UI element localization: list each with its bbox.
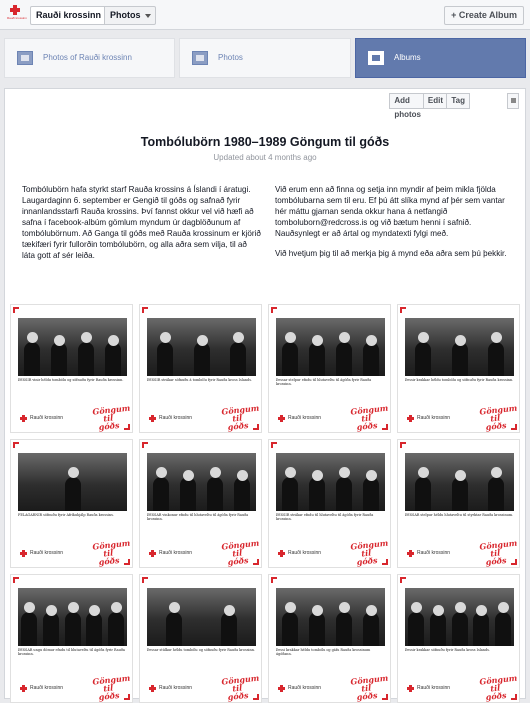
person-figure: [86, 612, 102, 646]
person-face: [237, 470, 248, 481]
photo-stack-icon: [192, 51, 208, 65]
person-figure: [430, 612, 446, 646]
person-figure: [43, 612, 59, 646]
newspaper-photo: [276, 588, 385, 646]
album-photo[interactable]: [139, 304, 262, 433]
photo-caption: ÞESSAR ungu dömur efndu til hlutaveltu til ágóða fyrir Rauða krossinn.: [18, 648, 125, 657]
person-figure: [108, 612, 124, 646]
brand-label: Rauði krossinn: [288, 415, 322, 421]
person-figure: [282, 342, 298, 376]
gongum-til-gods-stamp: Göngum til góðs: [91, 672, 131, 703]
person-face: [366, 470, 377, 481]
person-face: [285, 602, 296, 613]
red-cross-icon: [20, 550, 27, 557]
brand-label: Rauði krossinn: [30, 415, 64, 421]
person-figure: [408, 612, 424, 646]
brand-label: Rauði krossinn: [30, 550, 64, 556]
person-face: [27, 332, 38, 343]
section-dropdown[interactable]: [104, 6, 156, 25]
brand-label: Rauði krossinn: [417, 550, 451, 556]
brand-label: Rauði krossinn: [30, 685, 64, 691]
tab-photos[interactable]: [179, 38, 351, 78]
red-cross-icon: [20, 415, 27, 422]
page-name-link[interactable]: Rauði krossinn: [30, 6, 107, 25]
person-figure: [51, 342, 67, 376]
corner-accent: [511, 694, 517, 700]
album-icon: [368, 51, 384, 65]
photo-tabs: [0, 38, 530, 78]
person-face: [233, 332, 244, 343]
newspaper-photo: [18, 453, 127, 511]
newspaper-photo: [276, 453, 385, 511]
person-face: [46, 605, 57, 616]
person-figure: [415, 342, 431, 376]
red-cross-icon: [407, 550, 414, 557]
album-panel: [4, 88, 526, 703]
album-photo[interactable]: [268, 304, 391, 433]
tab-label: Albums: [394, 53, 421, 62]
gongum-til-gods-stamp: Göngum til góðs: [478, 537, 518, 568]
person-figure: [488, 342, 504, 376]
person-face: [312, 335, 323, 346]
photo-stack-icon: [17, 51, 33, 65]
person-face: [285, 467, 296, 478]
add-photos-button[interactable]: Add photos: [389, 93, 426, 109]
corner-accent: [253, 424, 259, 430]
person-figure: [234, 477, 250, 511]
corner-accent: [124, 694, 130, 700]
album-photo[interactable]: [268, 574, 391, 703]
gongum-til-gods-stamp: Göngum til góðs: [349, 672, 389, 703]
person-face: [285, 332, 296, 343]
person-face: [339, 467, 350, 478]
person-figure: [473, 612, 489, 646]
person-face: [54, 335, 65, 346]
person-figure: [495, 612, 511, 646]
person-figure: [157, 342, 173, 376]
corner-accent: [13, 577, 19, 583]
person-face: [433, 605, 444, 616]
album-photo[interactable]: [10, 439, 133, 568]
photo-caption: Þessir krakkar héldu tombólu og söfnuðu fyrir Rauða krossinn.: [405, 378, 514, 382]
album-photo[interactable]: [397, 574, 520, 703]
corner-accent: [142, 307, 148, 313]
person-face: [476, 605, 487, 616]
person-figure: [194, 342, 210, 376]
red-cross-icon: [149, 685, 156, 692]
person-figure: [309, 342, 325, 376]
person-figure: [78, 342, 94, 376]
person-face: [455, 470, 466, 481]
person-face: [418, 467, 429, 478]
gongum-til-gods-stamp: Göngum til góðs: [478, 672, 518, 703]
corner-accent: [271, 442, 277, 448]
corner-accent: [271, 307, 277, 313]
person-figure: [309, 477, 325, 511]
gongum-til-gods-stamp: Göngum til góðs: [91, 402, 131, 433]
corner-accent: [124, 559, 130, 565]
red-cross-icon: [149, 550, 156, 557]
red-cross-icon: [10, 5, 20, 15]
photo-caption: ÞESSAR vinkonur efndu til hlutaveltu til ágóða fyrir Rauða krossinn.: [147, 513, 249, 522]
logo-text: Rauði krossinn: [7, 16, 27, 20]
brand-label: Rauði krossinn: [159, 685, 193, 691]
tab-albums[interactable]: [355, 38, 526, 78]
corner-accent: [271, 577, 277, 583]
person-face: [224, 605, 235, 616]
person-figure: [452, 477, 468, 511]
corner-accent: [511, 559, 517, 565]
person-figure: [180, 477, 196, 511]
newspaper-photo: [18, 318, 127, 376]
person-face: [68, 467, 79, 478]
person-figure: [452, 342, 468, 376]
photo-caption: FÉLAGARNIR söfnuðu fyrir Afríkuhjálp Rauða krossins.: [18, 513, 114, 517]
person-face: [24, 602, 35, 613]
tab-photos-of[interactable]: [4, 38, 175, 78]
person-figure: [24, 342, 40, 376]
person-face: [111, 602, 122, 613]
red-cross-icon: [278, 550, 285, 557]
newspaper-photo: [405, 588, 514, 646]
corner-accent: [142, 577, 148, 583]
corner-accent: [253, 694, 259, 700]
newspaper-photo: [147, 453, 256, 511]
corner-accent: [400, 307, 406, 313]
corner-accent: [13, 442, 19, 448]
photo-caption: Þessar stelpur efndu til hlutaveltu til ágóða fyrir Rauða krossinn.: [276, 378, 372, 387]
red-cross-logo[interactable]: [7, 5, 27, 23]
brand-label: Rauði krossinn: [159, 415, 193, 421]
photo-caption: Þessir krakkar söfnuðu fyrir Rauða kross Íslands.: [405, 648, 490, 652]
person-face: [418, 332, 429, 343]
corner-accent: [142, 442, 148, 448]
person-face: [197, 335, 208, 346]
person-face: [491, 467, 502, 478]
person-face: [339, 332, 350, 343]
corner-accent: [124, 424, 130, 430]
brand-label: Rauði krossinn: [288, 550, 322, 556]
newspaper-photo: [147, 318, 256, 376]
person-figure: [336, 342, 352, 376]
person-figure: [363, 342, 379, 376]
person-figure: [309, 612, 325, 646]
person-face: [366, 335, 377, 346]
gongum-til-gods-stamp: Göngum til góðs: [349, 537, 389, 568]
brand-label: Rauði krossinn: [417, 685, 451, 691]
description-paragraph: Tombólubörn hafa styrkt starf Rauða krossins á Íslandi í áratugi. Laugardaginn 6. september er Gengið til góðs og safnað fyrir innanlandsstarfi Rauða krossins. Því fannst okkur vel við hæfi að safna í facebook-albúm gömlum myndum úr dagblöðunum af tombólubörnum. Að Ganga til góðs með Rauða krossinum er kjörið tækifæri fyrir fullorðin tombólubörn, og alla aðra sem vilja, til að láta gott af sér leiða.: [22, 185, 261, 260]
brand-label: Rauði krossinn: [417, 415, 451, 421]
corner-accent: [382, 559, 388, 565]
person-figure: [415, 477, 431, 511]
person-face: [312, 470, 323, 481]
person-figure: [363, 477, 379, 511]
corner-accent: [13, 307, 19, 313]
newspaper-photo: [405, 453, 514, 511]
section-label: Photos: [110, 10, 141, 20]
gongum-til-gods-stamp: Göngum til góðs: [349, 402, 389, 433]
person-figure: [21, 612, 37, 646]
photo-caption: ÞESSAR stelpur héldu hlutaveltu til styrktar Rauða krossinum.: [405, 513, 514, 517]
create-album-button[interactable]: + Create Album: [444, 6, 524, 25]
person-figure: [166, 612, 182, 646]
album-photo[interactable]: [397, 304, 520, 433]
top-bar: [0, 0, 530, 30]
person-figure: [282, 612, 298, 646]
tab-label: Photos of Rauði krossinn: [43, 53, 132, 62]
album-title: Tombólubörn 1980–1989 Göngum til góðs: [140, 135, 390, 149]
newspaper-photo: [147, 588, 256, 646]
red-cross-icon: [278, 685, 285, 692]
person-face: [455, 335, 466, 346]
gongum-til-gods-stamp: Göngum til góðs: [478, 402, 518, 433]
person-face: [160, 332, 171, 343]
gongum-til-gods-stamp: Göngum til góðs: [220, 402, 260, 433]
person-figure: [105, 342, 121, 376]
photo-caption: Þessi krakkar héldu tombólu og gáfu Rauða krossinum ágóðann.: [276, 648, 371, 657]
person-face: [366, 605, 377, 616]
album-photo[interactable]: [139, 574, 262, 703]
more-options-icon[interactable]: [507, 93, 519, 109]
red-cross-icon: [149, 415, 156, 422]
corner-accent: [400, 577, 406, 583]
newspaper-photo: [405, 318, 514, 376]
photo-caption: Þessar stúlkur héldu tombólu og söfnuðu fyrir Rauða krossinn.: [147, 648, 255, 652]
tab-label: Photos: [218, 53, 243, 62]
person-figure: [153, 477, 169, 511]
brand-label: Rauði krossinn: [288, 685, 322, 691]
gongum-til-gods-stamp: Göngum til góðs: [220, 537, 260, 568]
album-photo[interactable]: [268, 439, 391, 568]
person-face: [455, 602, 466, 613]
person-figure: [282, 477, 298, 511]
newspaper-photo: [276, 318, 385, 376]
person-face: [498, 602, 509, 613]
person-figure: [65, 477, 81, 511]
gongum-til-gods-stamp: Göngum til góðs: [91, 537, 131, 568]
newspaper-photo: [18, 588, 127, 646]
album-description-right: [275, 184, 513, 268]
album-description-left: [22, 184, 262, 270]
tag-button[interactable]: Tag: [446, 93, 470, 109]
person-face: [169, 602, 180, 613]
edit-button[interactable]: Edit: [423, 93, 448, 109]
person-face: [108, 335, 119, 346]
album-photo[interactable]: [10, 304, 133, 433]
person-figure: [230, 342, 246, 376]
person-face: [339, 602, 350, 613]
red-cross-icon: [278, 415, 285, 422]
album-photo[interactable]: [397, 439, 520, 568]
red-cross-icon: [407, 415, 414, 422]
person-face: [89, 605, 100, 616]
person-figure: [336, 477, 352, 511]
person-figure: [65, 612, 81, 646]
person-figure: [221, 612, 237, 646]
description-paragraph: Við erum enn að finna og setja inn myndir af þeim mikla fjölda tombólubarna sem til eru. Ef þú átt slíka mynd af þér sem vantar hér máttu gjarnan senda okkur hana á netfangið tomboluborn@redcross.is og við bætum henni í safnið. Nauðsynlegt er að ártal og myndatexti fylgi með.: [275, 185, 505, 238]
corner-accent: [511, 424, 517, 430]
description-paragraph: Við hvetjum þig til að merkja þig á mynd eða aðra sem þú þekkir.: [275, 249, 507, 258]
red-cross-icon: [20, 685, 27, 692]
person-face: [156, 467, 167, 478]
corner-accent: [382, 424, 388, 430]
chevron-down-icon: [145, 14, 151, 18]
person-face: [312, 605, 323, 616]
photo-caption: ÞESSIR strákar söfnuðu á tombólu fyrir Rauða kross Íslands.: [147, 378, 253, 382]
album-photo[interactable]: [10, 574, 133, 703]
person-face: [411, 602, 422, 613]
photo-caption: ÞESSIR strákar efndu til hlutaveltu til ágóða fyrir Rauða krossinn.: [276, 513, 374, 522]
person-face: [81, 332, 92, 343]
person-face: [491, 332, 502, 343]
gongum-til-gods-stamp: Göngum til góðs: [220, 672, 260, 703]
corner-accent: [253, 559, 259, 565]
person-figure: [488, 477, 504, 511]
photo-caption: ÞESSIR vinir héldu tombólu og söfnuðu fyrir Rauða krossinn.: [18, 378, 124, 382]
person-figure: [336, 612, 352, 646]
album-photo[interactable]: [139, 439, 262, 568]
corner-accent: [400, 442, 406, 448]
album-updated: Updated about 4 months ago: [213, 153, 317, 162]
person-face: [210, 467, 221, 478]
red-cross-icon: [407, 685, 414, 692]
person-figure: [207, 477, 223, 511]
person-face: [68, 602, 79, 613]
brand-label: Rauði krossinn: [159, 550, 193, 556]
person-figure: [363, 612, 379, 646]
corner-accent: [382, 694, 388, 700]
person-figure: [452, 612, 468, 646]
person-face: [183, 470, 194, 481]
